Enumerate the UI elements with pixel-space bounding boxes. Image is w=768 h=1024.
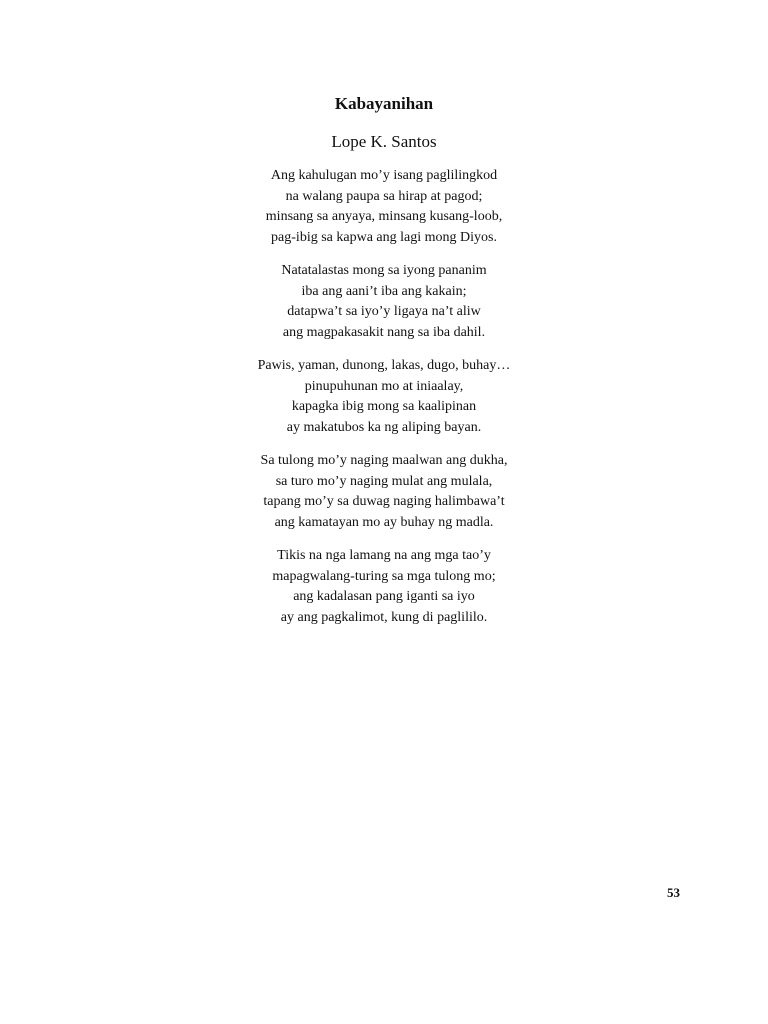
stanza-3 xyxy=(0,356,768,438)
poem-line: Ang kahulugan mo’y isang paglilingkod xyxy=(270,168,498,183)
poem-body xyxy=(0,166,768,641)
poem-line: ang kamatayan mo ay buhay ng madla. xyxy=(274,514,494,530)
poem-line: Tikis na nga lamang na ang mga tao’y xyxy=(277,548,491,563)
poem-line: Natatalastas mong sa iyong pananim xyxy=(281,263,487,278)
poem-line: mapagwalang-turing sa mga tulong mo; xyxy=(272,568,496,584)
poem-line: datapwa’t sa iyo’y ligaya na’t aliw xyxy=(287,304,481,319)
poem-line: Pawis, yaman, dunong, lakas, dugo, buhay… xyxy=(257,358,511,373)
poem-line: kapagka ibig mong sa kaalipinan xyxy=(291,399,477,414)
poem-line: Sa tulong mo’y naging maalwan ang dukha, xyxy=(260,453,508,468)
poem-title: Kabayanihan xyxy=(334,94,434,113)
poem-line: pinupuhunan mo at iniaalay, xyxy=(304,378,464,394)
poem-line: na walang paupa sa hirap at pagod; xyxy=(285,188,483,204)
poem-line: ay ang pagkalimot, kung di paglililo. xyxy=(280,609,488,625)
stanza-1 xyxy=(0,166,768,248)
stanza-4 xyxy=(0,451,768,533)
stanza-2 xyxy=(0,261,768,343)
page-number: 53 xyxy=(667,885,680,900)
stanza-5 xyxy=(0,546,768,628)
poem-line: tapang mo’y sa duwag naging halimbawa’t xyxy=(263,494,505,509)
poem-line: iba ang aani’t iba ang kakain; xyxy=(301,283,467,299)
poem-line: sa turo mo’y naging mulat ang mulala, xyxy=(275,473,493,489)
poem-line: minsang sa anyaya, minsang kusang-loob, xyxy=(265,209,503,224)
poem-line: pag-ibig sa kapwa ang lagi mong Diyos. xyxy=(271,229,497,245)
poem-line: ay makatubos ka ng aliping bayan. xyxy=(286,419,482,435)
poem-line: ang magpakasakit nang sa iba dahil. xyxy=(282,324,486,340)
poem-line: ang kadalasan pang iganti sa iyo xyxy=(293,589,475,604)
poem-author: Lope K. Santos xyxy=(331,132,437,151)
